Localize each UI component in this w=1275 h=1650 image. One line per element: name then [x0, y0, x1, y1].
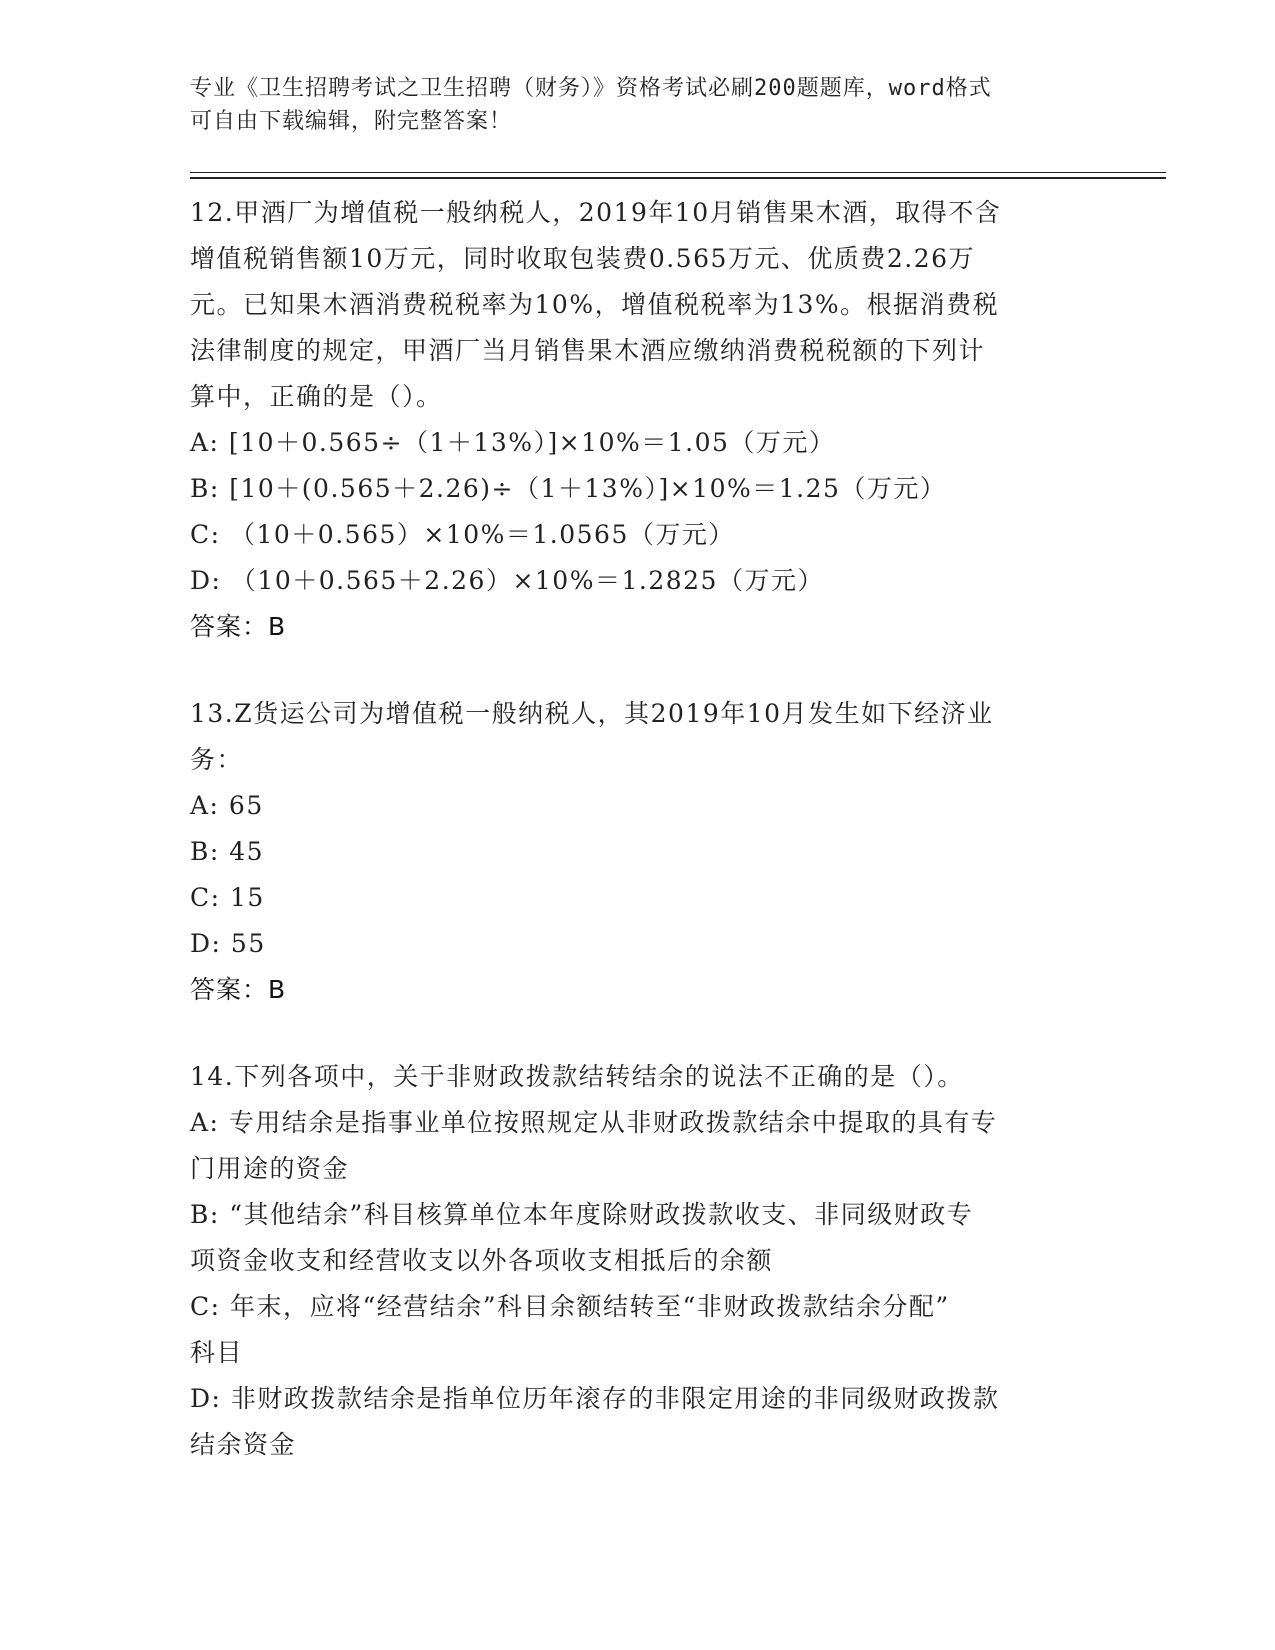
option-c: C: （10＋0.565）×10%＝1.0565（万元）	[190, 520, 735, 549]
header-title-line-2: 可自由下载编辑，附完整答案！	[190, 109, 513, 134]
question-text-line: 元。已知果木酒消费税税率为10%，增值税税率为13%。根据消费税	[190, 290, 1000, 319]
option-d: D: 非财政拨款结余是指单位历年滚存的非限定用途的非同级财政拨款	[190, 1384, 1000, 1413]
question-text-line: 13.Z货运公司为增值税一般纳税人，其2019年10月发生如下经济业	[190, 699, 994, 728]
question-text-line: 14.下列各项中，关于非财政拨款结转结余的说法不正确的是（）。	[190, 1062, 964, 1091]
header-divider-thin	[190, 172, 1166, 173]
option-a: A: 专用结余是指事业单位按照规定从非财政拨款结余中提取的具有专	[190, 1108, 998, 1137]
option-a: A: [10＋0.565÷（1＋13%）]×10%＝1.05（万元）	[190, 428, 836, 457]
question-text-line: 12.甲酒厂为增值税一般纳税人，2019年10月销售果木酒，取得不含	[190, 198, 1002, 227]
document-header	[190, 72, 1070, 138]
option-b: B: “其他结余”科目核算单位本年度除财政拨款收支、非同级财政专	[190, 1200, 974, 1229]
option-d: D: 55	[190, 929, 266, 958]
option-b: B: 45	[190, 837, 265, 866]
option-b: B: [10＋(0.565＋2.26)÷（1＋13%）]×10%＝1.25（万元）	[190, 474, 947, 503]
answer-label: 答案：B	[190, 612, 287, 641]
answer-label: 答案：B	[190, 975, 287, 1004]
option-b-continued: 项资金收支和经营收支以外各项收支相抵后的余额	[190, 1246, 774, 1275]
question-12	[190, 190, 1090, 650]
question-14	[190, 1054, 1090, 1468]
option-a-continued: 门用途的资金	[190, 1154, 350, 1183]
header-divider-thick	[190, 177, 1166, 179]
option-d-continued: 结余资金	[190, 1430, 297, 1459]
question-13	[190, 691, 1090, 1013]
question-list	[190, 190, 1090, 1509]
option-c-continued: 科目	[190, 1338, 244, 1367]
question-text-line: 务：	[190, 745, 244, 774]
header-title-line-1: 专业《卫生招聘考试之卫生招聘（财务）》资格考试必刷200题题库，word格式	[190, 76, 992, 101]
option-c: C: 15	[190, 883, 265, 912]
question-text-line: 法律制度的规定，甲酒厂当月销售果木酒应缴纳消费税税额的下列计	[190, 336, 986, 365]
question-text-line: 算中，正确的是（）。	[190, 382, 443, 411]
option-c: C: 年末，应将“经营结余”科目余额结转至“非财政拨款结余分配”	[190, 1292, 950, 1321]
question-text-line: 增值税销售额10万元，同时收取包装费0.565万元、优质费2.26万	[190, 244, 976, 273]
option-d: D: （10＋0.565＋2.26）×10%＝1.2825（万元）	[190, 566, 824, 595]
option-a: A: 65	[190, 791, 264, 820]
